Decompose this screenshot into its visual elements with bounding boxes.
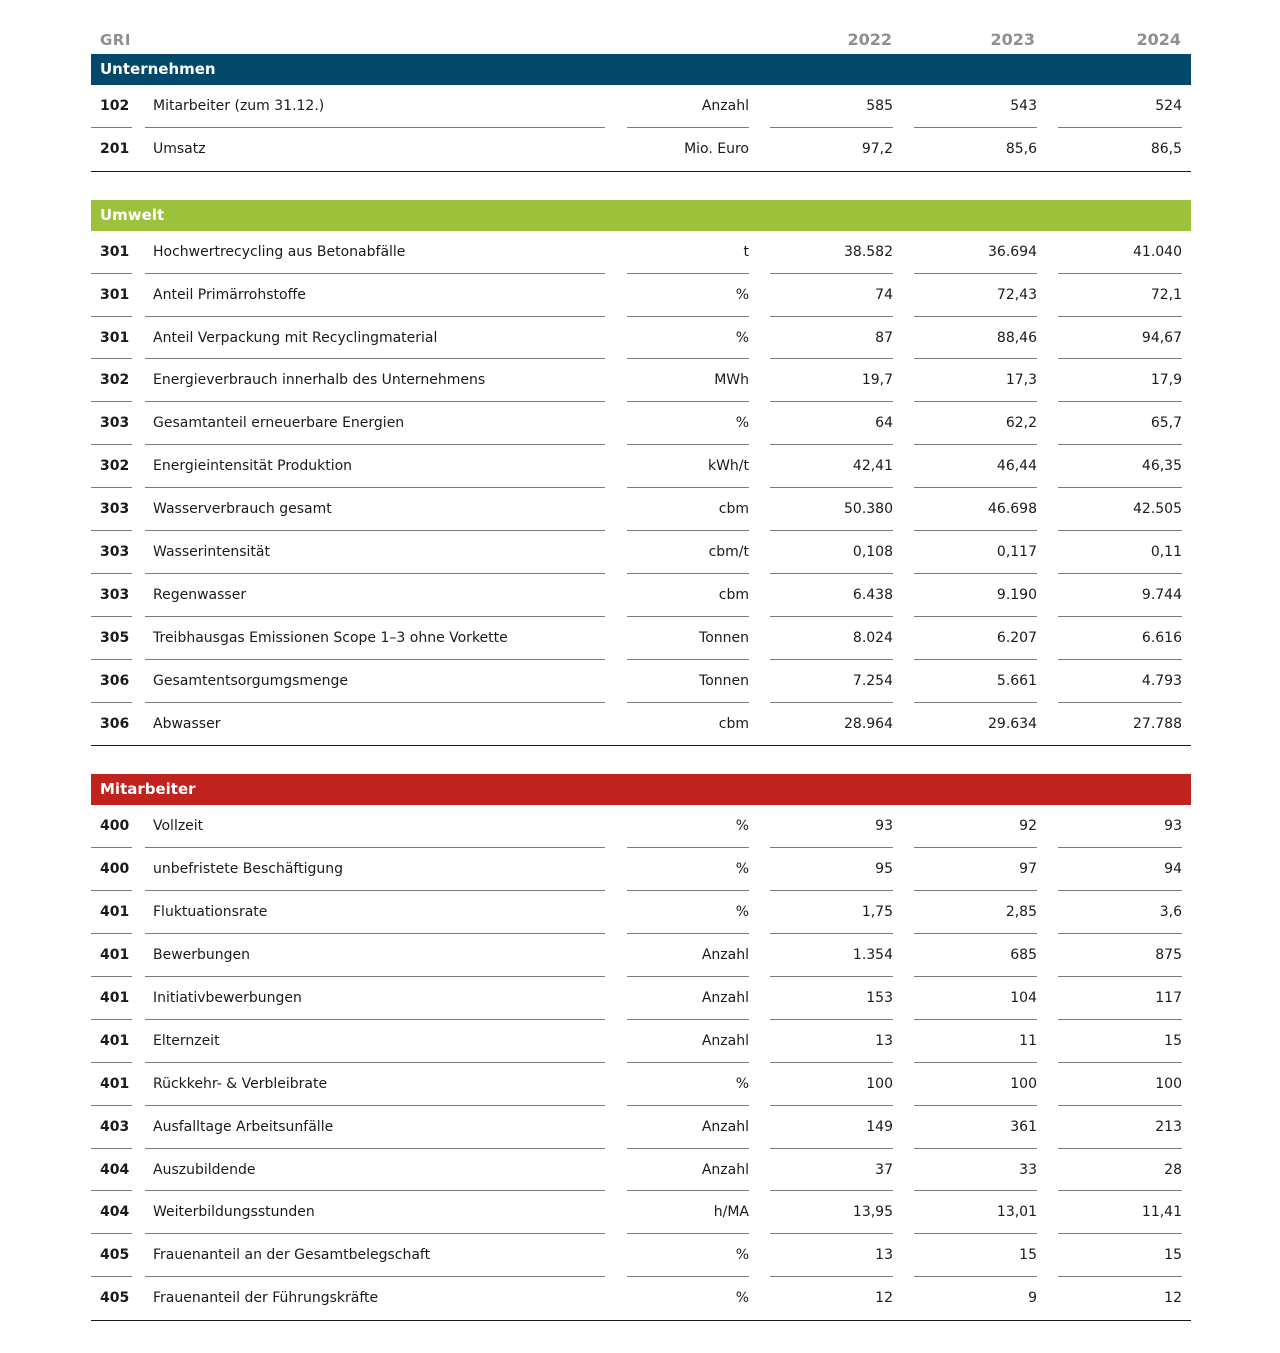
unit-cell: cbm — [627, 574, 749, 617]
unit-cell: Tonnen — [627, 660, 749, 703]
value-2024: 524 — [1058, 85, 1182, 128]
value-2024: 94 — [1058, 848, 1182, 891]
value-2024: 9.744 — [1058, 574, 1182, 617]
value-2024: 41.040 — [1058, 231, 1182, 274]
gri-code: 303 — [91, 574, 132, 617]
table-row — [91, 488, 1191, 531]
value-2022: 13,95 — [770, 1191, 893, 1234]
value-2022: 1,75 — [770, 891, 893, 934]
table-row — [91, 445, 1191, 488]
value-2022: 97,2 — [861, 140, 893, 157]
value-2024: 117 — [1058, 977, 1182, 1020]
table-row — [91, 231, 1191, 274]
section-mitarbeiter — [91, 774, 1191, 1321]
value-2022: 42,41 — [770, 445, 893, 488]
value-2024: 15 — [1058, 1020, 1182, 1063]
section-divider — [91, 1320, 1191, 1321]
indicator-label: Abwasser — [153, 715, 221, 732]
indicator-label: Anteil Primärrohstoffe — [145, 274, 605, 317]
unit-cell: h/MA — [627, 1191, 749, 1234]
indicator-label: Fluktuationsrate — [145, 891, 605, 934]
indicator-label: Frauenanteil der Führungskräfte — [153, 1290, 379, 1307]
gri-code: 404 — [91, 1149, 132, 1192]
value-2022: 0,108 — [770, 531, 893, 574]
indicator-label: Elternzeit — [145, 1020, 605, 1063]
table-row — [91, 703, 1191, 746]
value-2024: 93 — [1058, 805, 1182, 848]
value-2024: 15 — [1058, 1234, 1182, 1277]
unit-cell: Anzahl — [627, 85, 749, 128]
value-2022: 100 — [770, 1063, 893, 1106]
value-2024: 11,41 — [1058, 1191, 1182, 1234]
gri-code: 400 — [91, 848, 132, 891]
unit-cell: Anzahl — [627, 1020, 749, 1063]
unit-cell: Mio. Euro — [684, 140, 749, 157]
section-title: Unternehmen — [91, 54, 1191, 85]
value-2022: 37 — [770, 1149, 893, 1192]
gri-code: 401 — [91, 1020, 132, 1063]
indicator-label: Energieverbrauch innerhalb des Unternehmens — [145, 359, 605, 402]
indicator-label: Umsatz — [153, 140, 206, 157]
unit-cell: Anzahl — [627, 1106, 749, 1149]
indicator-label: unbefristete Beschäftigung — [145, 848, 605, 891]
value-2022: 1.354 — [770, 934, 893, 977]
gri-code: 201 — [100, 140, 130, 157]
section-title: Mitarbeiter — [91, 774, 1191, 805]
value-2022: 28.964 — [844, 715, 893, 732]
gri-column-header: GRI — [100, 31, 131, 49]
indicator-label: Auszubildende — [145, 1149, 605, 1192]
value-2023: 11 — [914, 1020, 1037, 1063]
table-row — [91, 1020, 1191, 1063]
value-2024: 100 — [1058, 1063, 1182, 1106]
table-row — [91, 317, 1191, 360]
unit-cell: t — [627, 231, 749, 274]
gri-code: 306 — [91, 660, 132, 703]
table-row — [91, 574, 1191, 617]
gri-code: 401 — [91, 934, 132, 977]
table-row — [91, 1149, 1191, 1192]
value-2024: 17,9 — [1058, 359, 1182, 402]
value-2024: 4.793 — [1058, 660, 1182, 703]
gri-code: 401 — [91, 891, 132, 934]
value-2022: 87 — [770, 317, 893, 360]
value-2022: 74 — [770, 274, 893, 317]
unit-cell: kWh/t — [627, 445, 749, 488]
value-2023: 6.207 — [914, 617, 1037, 660]
table-body — [91, 54, 1191, 1321]
table-row — [91, 1191, 1191, 1234]
unit-cell: % — [735, 1290, 749, 1307]
value-2022: 149 — [770, 1106, 893, 1149]
unit-cell: MWh — [627, 359, 749, 402]
table-row — [91, 617, 1191, 660]
gri-code: 403 — [91, 1106, 132, 1149]
unit-cell: % — [627, 848, 749, 891]
gri-code: 400 — [91, 805, 132, 848]
value-2024: 27.788 — [1133, 715, 1182, 732]
value-2022: 13 — [770, 1234, 893, 1277]
unit-cell: cbm — [718, 715, 749, 732]
indicator-label: Wasserverbrauch gesamt — [145, 488, 605, 531]
table-row — [91, 805, 1191, 848]
table-row — [91, 660, 1191, 703]
unit-cell: % — [627, 402, 749, 445]
value-2023: 104 — [914, 977, 1037, 1020]
value-2022: 19,7 — [770, 359, 893, 402]
table-row — [91, 128, 1191, 171]
value-2022: 585 — [770, 85, 893, 128]
gri-code: 305 — [91, 617, 132, 660]
value-2024: 213 — [1058, 1106, 1182, 1149]
year-header-2023: 2023 — [990, 30, 1035, 49]
gri-code: 302 — [91, 359, 132, 402]
value-2023: 5.661 — [914, 660, 1037, 703]
value-2023: 100 — [914, 1063, 1037, 1106]
gri-code: 301 — [91, 317, 132, 360]
indicator-label: Weiterbildungsstunden — [145, 1191, 605, 1234]
value-2023: 361 — [914, 1106, 1037, 1149]
value-2023: 9.190 — [914, 574, 1037, 617]
gri-code: 102 — [91, 85, 132, 128]
value-2023: 543 — [914, 85, 1037, 128]
gri-code: 404 — [91, 1191, 132, 1234]
indicator-label: Gesamtanteil erneuerbare Energien — [145, 402, 605, 445]
section-umwelt — [91, 200, 1191, 747]
section-divider — [91, 745, 1191, 746]
value-2024: 65,7 — [1058, 402, 1182, 445]
value-2022: 38.582 — [770, 231, 893, 274]
value-2023: 9 — [1028, 1290, 1037, 1307]
table-row — [91, 848, 1191, 891]
section-divider — [91, 171, 1191, 172]
value-2024: 42.505 — [1058, 488, 1182, 531]
table-row — [91, 891, 1191, 934]
unit-cell: % — [627, 1063, 749, 1106]
value-2023: 72,43 — [914, 274, 1037, 317]
table-row — [91, 1277, 1191, 1320]
unit-cell: cbm/t — [627, 531, 749, 574]
table-row — [91, 274, 1191, 317]
value-2023: 88,46 — [914, 317, 1037, 360]
value-2022: 7.254 — [770, 660, 893, 703]
value-2024: 6.616 — [1058, 617, 1182, 660]
gri-code: 303 — [91, 402, 132, 445]
indicator-label: Frauenanteil an der Gesamtbelegschaft — [145, 1234, 605, 1277]
value-2023: 85,6 — [1005, 140, 1037, 157]
value-2023: 2,85 — [914, 891, 1037, 934]
value-2024: 0,11 — [1058, 531, 1182, 574]
value-2022: 95 — [770, 848, 893, 891]
indicator-label: Gesamtentsorgumgsmenge — [145, 660, 605, 703]
unit-cell: % — [627, 805, 749, 848]
indicator-label: Wasserintensität — [145, 531, 605, 574]
value-2023: 92 — [914, 805, 1037, 848]
gri-code: 301 — [91, 274, 132, 317]
table-row — [91, 1063, 1191, 1106]
unit-cell: Anzahl — [627, 934, 749, 977]
unit-cell: Tonnen — [627, 617, 749, 660]
value-2024: 46,35 — [1058, 445, 1182, 488]
value-2022: 93 — [770, 805, 893, 848]
gri-code: 302 — [91, 445, 132, 488]
value-2023: 36.694 — [914, 231, 1037, 274]
value-2023: 17,3 — [914, 359, 1037, 402]
value-2023: 62,2 — [914, 402, 1037, 445]
value-2023: 46.698 — [914, 488, 1037, 531]
value-2022: 6.438 — [770, 574, 893, 617]
value-2023: 29.634 — [988, 715, 1037, 732]
indicator-label: Rückkehr- & Verbleibrate — [145, 1063, 605, 1106]
unit-cell: % — [627, 274, 749, 317]
gri-table — [91, 24, 1191, 1321]
gri-code: 306 — [100, 715, 130, 732]
section-title: Umwelt — [91, 200, 1191, 231]
indicator-label: Vollzeit — [145, 805, 605, 848]
value-2024: 12 — [1164, 1290, 1182, 1307]
table-row — [91, 934, 1191, 977]
unit-cell: Anzahl — [627, 977, 749, 1020]
indicator-label: Hochwertrecycling aus Betonabfälle — [145, 231, 605, 274]
unit-cell: % — [627, 317, 749, 360]
indicator-label: Initiativbewerbungen — [145, 977, 605, 1020]
gri-code: 401 — [91, 977, 132, 1020]
value-2024: 86,5 — [1150, 140, 1182, 157]
gri-code: 301 — [91, 231, 132, 274]
unit-cell: cbm — [627, 488, 749, 531]
gri-code: 401 — [91, 1063, 132, 1106]
value-2024: 3,6 — [1058, 891, 1182, 934]
table-row — [91, 977, 1191, 1020]
section-unternehmen — [91, 54, 1191, 172]
value-2023: 13,01 — [914, 1191, 1037, 1234]
gri-code: 303 — [91, 531, 132, 574]
value-2023: 15 — [914, 1234, 1037, 1277]
value-2022: 8.024 — [770, 617, 893, 660]
unit-cell: Anzahl — [627, 1149, 749, 1192]
table-header — [91, 24, 1191, 54]
unit-cell: % — [627, 1234, 749, 1277]
value-2024: 94,67 — [1058, 317, 1182, 360]
indicator-label: Energieintensität Produktion — [145, 445, 605, 488]
table-row — [91, 402, 1191, 445]
unit-cell: % — [627, 891, 749, 934]
table-row — [91, 1234, 1191, 1277]
year-header-2024: 2024 — [1136, 30, 1181, 49]
value-2022: 13 — [770, 1020, 893, 1063]
value-2023: 685 — [914, 934, 1037, 977]
value-2023: 0,117 — [914, 531, 1037, 574]
indicator-label: Mitarbeiter (zum 31.12.) — [145, 85, 605, 128]
value-2022: 12 — [875, 1290, 893, 1307]
year-header-2022: 2022 — [847, 30, 892, 49]
gri-code: 405 — [100, 1290, 130, 1307]
value-2024: 28 — [1058, 1149, 1182, 1192]
gri-code: 303 — [91, 488, 132, 531]
value-2023: 46,44 — [914, 445, 1037, 488]
table-row — [91, 85, 1191, 128]
indicator-label: Treibhausgas Emissionen Scope 1–3 ohne Vorkette — [145, 617, 605, 660]
value-2022: 50.380 — [770, 488, 893, 531]
value-2023: 97 — [914, 848, 1037, 891]
value-2023: 33 — [914, 1149, 1037, 1192]
value-2024: 875 — [1058, 934, 1182, 977]
indicator-label: Anteil Verpackung mit Recyclingmaterial — [145, 317, 605, 360]
indicator-label: Ausfalltage Arbeitsunfälle — [145, 1106, 605, 1149]
value-2022: 153 — [770, 977, 893, 1020]
indicator-label: Bewerbungen — [145, 934, 605, 977]
value-2024: 72,1 — [1058, 274, 1182, 317]
table-row — [91, 359, 1191, 402]
table-row — [91, 1106, 1191, 1149]
indicator-label: Regenwasser — [145, 574, 605, 617]
table-row — [91, 531, 1191, 574]
value-2022: 64 — [770, 402, 893, 445]
gri-code: 405 — [91, 1234, 132, 1277]
